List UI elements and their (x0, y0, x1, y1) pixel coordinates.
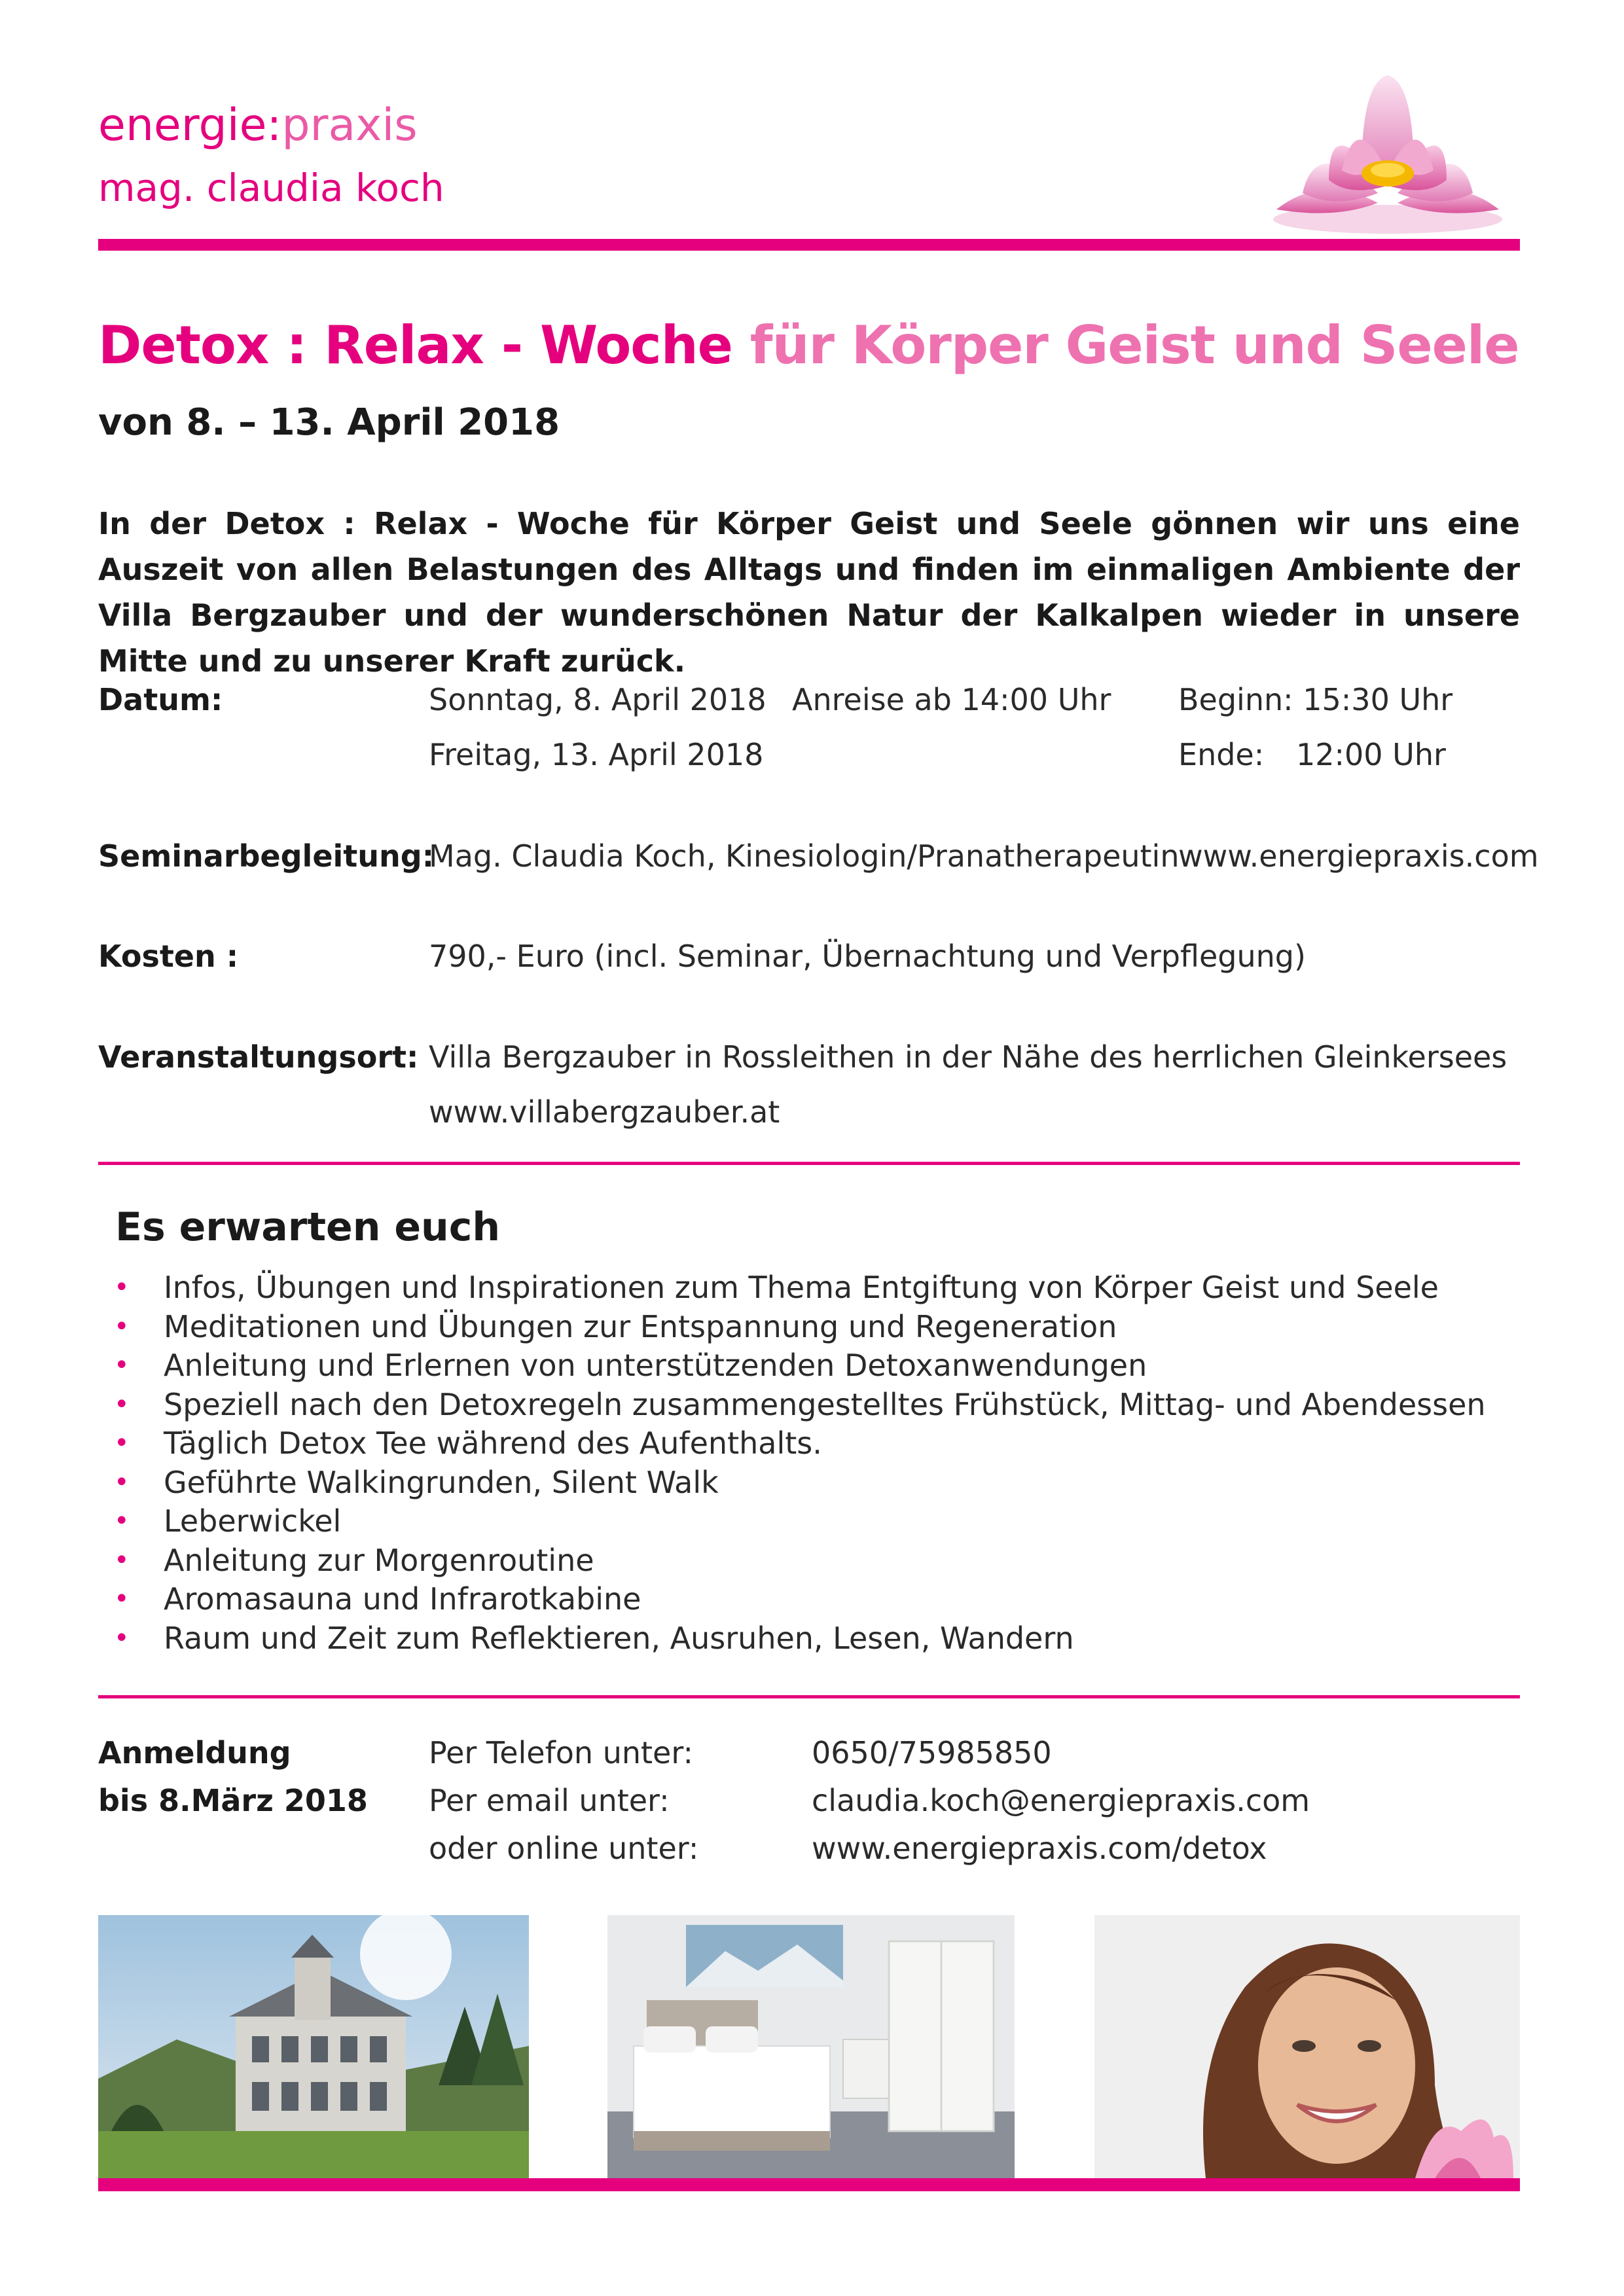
list-item: • Infos, Übungen und Inspirationen zum Thema Entgiftung von Körper Geist und Seele (110, 1268, 1486, 1308)
online-label: oder online unter: (429, 1831, 699, 1866)
cost-value: 790,- Euro (incl. Seminar, Übernachtung und Verpflegung) (429, 939, 1306, 974)
list-item: • Geführte Walkingrunden, Silent Walk (110, 1463, 1486, 1503)
registration-website-link[interactable]: www.energiepraxis.com/detox (812, 1831, 1267, 1866)
hotel-room-photo (607, 1915, 1015, 2178)
start-day: Sonntag, 8. April 2018 (429, 682, 767, 717)
seminar-leader: Mag. Claudia Koch, Kinesiologin/Pranatherapeutin (429, 838, 1180, 874)
datum-label: Datum: (98, 682, 223, 717)
list-item: • Aromasauna und Infrarotkabine (110, 1580, 1486, 1619)
phone-label: Per Telefon unter: (429, 1735, 693, 1770)
bullet-icon: • (114, 1272, 130, 1302)
brand-name (98, 99, 418, 151)
event-title (98, 315, 1519, 376)
offerings-heading: Es erwarten euch (115, 1204, 501, 1250)
intro-paragraph: In der Detox : Relax - Woche für Körper Geist und Seele gönnen wir uns eine Auszeit von allen Belastungen des Alltags und finden im einmaligen Ambiente der Villa Bergzauber und der wunderschönen Natur der Kalkalpen wieder in unsere Mitte und zu unserer Kraft zurück. (98, 506, 1520, 679)
seminar-website-link[interactable]: www.energiepraxis.com (1178, 838, 1539, 874)
email-link[interactable]: claudia.koch@energiepraxis.com (812, 1783, 1310, 1818)
registration-label: Anmeldung (98, 1735, 291, 1770)
end-label: Ende: (1178, 737, 1265, 772)
list-item: • Anleitung zur Morgenroutine (110, 1541, 1486, 1581)
registration-deadline: bis 8.März 2018 (98, 1783, 368, 1818)
list-item: • Meditationen und Übungen zur Entspannung und Regeneration (110, 1308, 1486, 1347)
venue-website-link[interactable]: www.villabergzauber.at (429, 1094, 780, 1130)
section-divider (98, 1162, 1520, 1165)
list-item: • Anleitung und Erlernen von unterstützenden Detoxanwendungen (110, 1346, 1486, 1386)
seminar-label: Seminarbegleitung: (98, 838, 435, 874)
venue-label: Veranstaltungsort: (98, 1039, 419, 1075)
brand-name-part2: praxis (281, 99, 418, 151)
bullet-icon: • (114, 1311, 130, 1342)
list-item: • Leberwickel (110, 1502, 1486, 1541)
start-time: Beginn: 15:30 Uhr (1178, 682, 1453, 717)
bullet-icon: • (114, 1467, 130, 1498)
brand-subtitle: mag. claudia koch (98, 166, 444, 210)
list-item: • Täglich Detox Tee während des Aufenthalts. (110, 1424, 1486, 1463)
list-item: • Raum und Zeit zum Reflektieren, Ausruhen, Lesen, Wandern (110, 1619, 1486, 1659)
bullet-icon: • (114, 1389, 130, 1420)
portrait-photo (1094, 1915, 1520, 2178)
event-dates: von 8. – 13. April 2018 (98, 401, 560, 444)
header-divider (98, 239, 1520, 251)
section-divider (98, 1695, 1520, 1698)
villa-photo (98, 1915, 529, 2178)
email-label: Per email unter: (429, 1783, 670, 1818)
offerings-list (110, 1268, 1486, 1658)
bullet-icon: • (114, 1506, 130, 1536)
event-title-main: Detox : Relax - Woche (98, 315, 732, 376)
bullet-icon: • (114, 1350, 130, 1380)
bullet-icon: • (114, 1623, 130, 1653)
end-time: 12:00 Uhr (1296, 737, 1446, 772)
brand-name-part1: energie: (98, 99, 282, 151)
lotus-flower-icon (1263, 62, 1512, 245)
bullet-icon: • (114, 1584, 130, 1614)
venue-value: Villa Bergzauber in Rossleithen in der Nähe des herrlichen Gleinkersees (429, 1039, 1507, 1075)
list-item: • Speziell nach den Detoxregeln zusammengestelltes Frühstück, Mittag- und Abendessen (110, 1386, 1486, 1425)
end-day: Freitag, 13. April 2018 (429, 737, 764, 772)
phone-number[interactable]: 0650/75985850 (812, 1735, 1052, 1770)
event-title-secondary: für Körper Geist und Seele (749, 315, 1519, 376)
arrival-time: Anreise ab 14:00 Uhr (792, 682, 1111, 717)
cost-label: Kosten : (98, 939, 239, 974)
bullet-icon: • (114, 1545, 130, 1575)
footer-divider (98, 2178, 1520, 2191)
bullet-icon: • (114, 1428, 130, 1458)
